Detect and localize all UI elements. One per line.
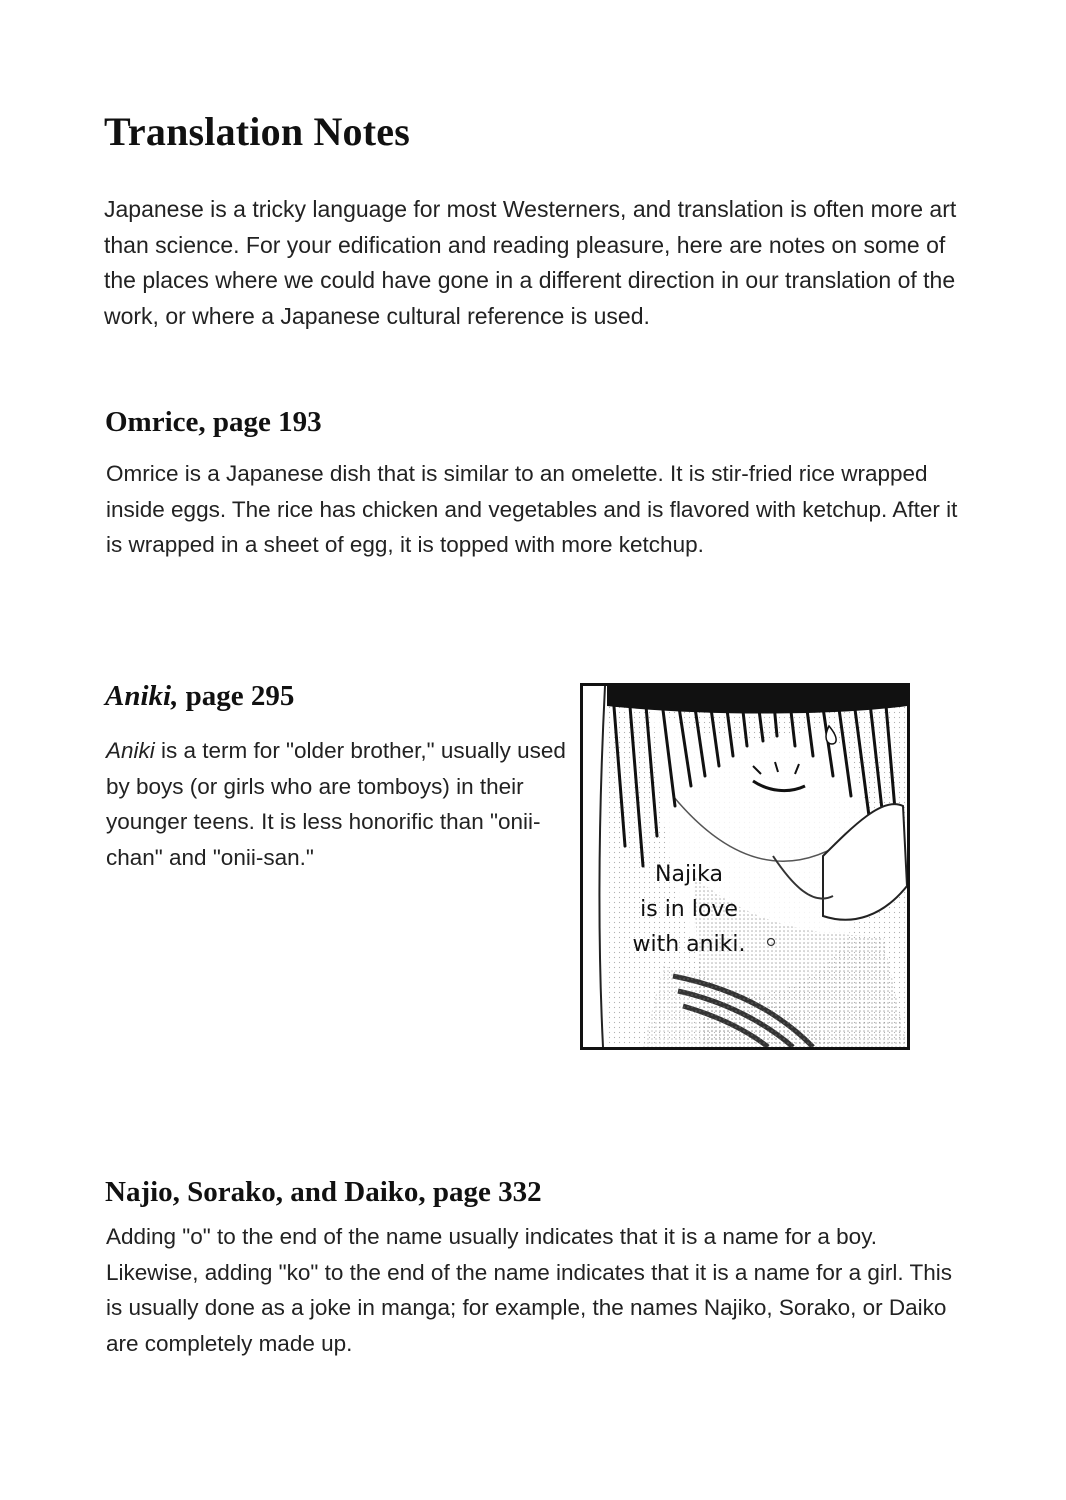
- note-heading-aniki: [105, 680, 294, 713]
- note-heading-najio-sorako-daiko: [105, 1176, 542, 1209]
- note-body-najio-sorako-daiko: Adding "o" to the end of the name usually indicates that it is a name for a boy. Likewise, adding "ko" to the end of the name indicates that it is a name for a girl. This is usually done as a joke in manga; for example, the names Najiko, Sorako, or Daiko are completely made up.: [106, 1224, 953, 1356]
- note-body-text: is a term for "older brother," usually used by boys (or girls who are tomboys) in their younger teens. It is less honorific than "onii-chan" and "onii-san.": [106, 738, 566, 870]
- panel-caption-line: with aniki.: [632, 932, 746, 957]
- manga-panel-illustration: [580, 683, 910, 1050]
- panel-caption-line: is in love: [640, 897, 738, 922]
- page-title: Translation Notes: [104, 109, 410, 154]
- intro-paragraph: Japanese is a tricky language for most Westerners, and translation is often more art than science. For your edification and reading pleasure, here are notes on some of the places where we could have gone in a different direction in our translation of the work, or where a Japanese cultural reference is used.: [104, 196, 957, 329]
- note-term: Najio, Sorako, and Daiko: [105, 1176, 419, 1208]
- note-page-ref: page 295: [178, 680, 295, 712]
- note-page-ref: , page 193: [198, 406, 322, 438]
- note-page-ref: , page 332: [418, 1176, 542, 1208]
- panel-caption-line: Najika: [655, 862, 723, 887]
- note-term: Aniki,: [105, 680, 179, 712]
- note-heading-omrice: [105, 406, 322, 439]
- note-body-term: Aniki: [106, 738, 155, 763]
- note-body-aniki: [106, 733, 566, 875]
- note-body-omrice: Omrice is a Japanese dish that is similar to an omelette. It is stir-fried rice wrapped inside eggs. The rice has chicken and vegetables and is flavored with ketchup. After it is wrapped in a sheet of egg, it is topped with more ketchup.: [106, 461, 958, 557]
- note-term: Omrice: [105, 406, 199, 438]
- manga-panel-drawing: [583, 686, 907, 1047]
